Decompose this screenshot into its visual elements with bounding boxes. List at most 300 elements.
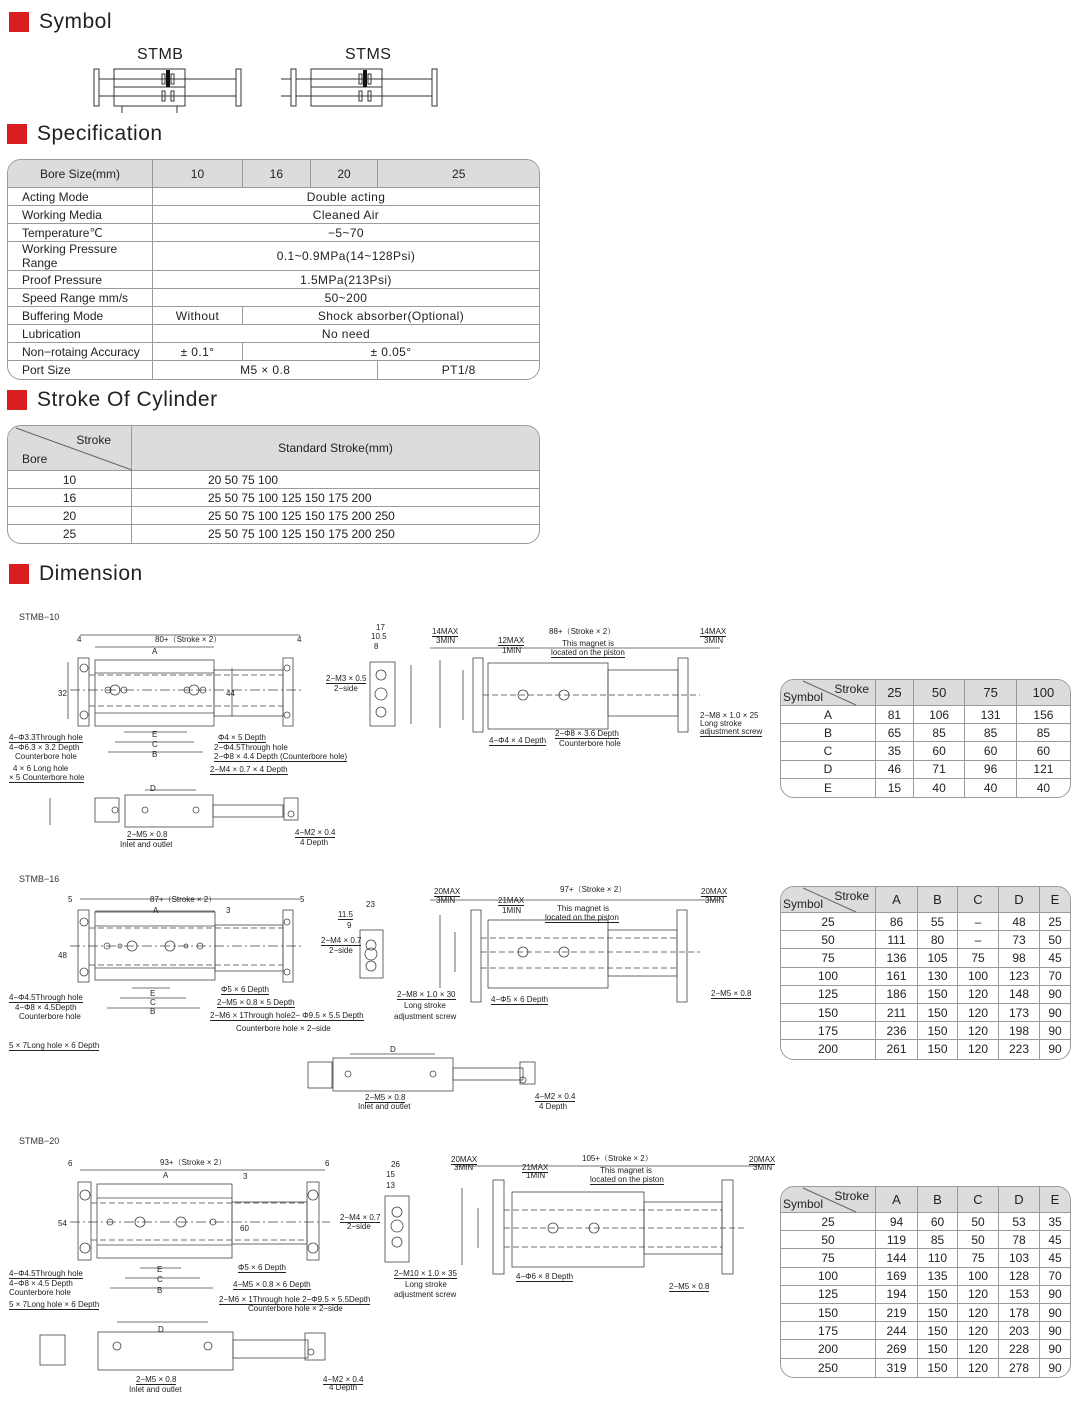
- dim-label: D: [390, 1045, 396, 1054]
- symbol-label-stmb: STMB: [137, 46, 184, 63]
- value-cell: 60: [1017, 742, 1070, 760]
- spec-header-cell: 25: [378, 160, 539, 188]
- row-header-cell: 75: [781, 949, 876, 967]
- dim-label: 13: [386, 1181, 395, 1190]
- value-cell: 194: [876, 1286, 918, 1304]
- callout-label: 4 Depth: [329, 1383, 358, 1392]
- dim-header-cell: 25: [876, 680, 914, 706]
- stroke-table: [7, 425, 540, 544]
- dim-header-cell: E: [1040, 1187, 1070, 1213]
- dim-table-body: [781, 1213, 1070, 1377]
- row-label: Proof Pressure: [8, 271, 153, 289]
- row-value: Shock absorber(Optional): [243, 307, 539, 325]
- dim-label: 4: [77, 635, 82, 644]
- value-cell: 45: [1040, 949, 1070, 967]
- row-header-cell: A: [781, 706, 876, 724]
- value-cell: 150: [918, 986, 958, 1004]
- value-cell: 46: [876, 761, 914, 779]
- overall-length-label: 87+（Stroke × 2）: [150, 895, 217, 904]
- stroke-corner-cell: [8, 426, 132, 471]
- callout-label: 4−M2 × 0.4: [295, 828, 336, 837]
- value-cell: 136: [876, 949, 918, 967]
- value-cell: 90: [1040, 986, 1070, 1004]
- table-row: [8, 525, 539, 543]
- callout-label: 2−M10 × 1.0 × 35: [394, 1269, 457, 1278]
- value-cell: 120: [958, 1304, 999, 1322]
- table-row: [781, 1231, 1070, 1249]
- table-row: [781, 706, 1070, 724]
- value-cell: 100: [958, 1268, 999, 1286]
- model-label: STMB−16: [19, 874, 60, 884]
- value-cell: 90: [1040, 1322, 1070, 1340]
- dim-label: 5: [68, 895, 73, 904]
- callout-label: 1MIN: [502, 906, 522, 915]
- callout-label: 4−Φ6 × 8 Depth: [516, 1272, 574, 1281]
- value-cell: 90: [1040, 1304, 1070, 1322]
- callout-label: 2−M6 × 1Through hole2− Φ9.5 × 5.5 Depth: [210, 1011, 364, 1020]
- callout-label: 20MAX: [451, 1155, 478, 1164]
- dim-label: 11.5: [338, 910, 353, 919]
- dim-header-cell: C: [958, 1187, 999, 1213]
- section-marker-icon: [9, 12, 29, 32]
- dim-header-row: [781, 887, 1070, 913]
- callout-label: 4−Φ5 × 6 Depth: [491, 995, 549, 1004]
- dim-corner-cell: [781, 1187, 876, 1213]
- callout-label: Counterbore hole × 2−side: [248, 1304, 343, 1313]
- value-cell: 90: [1040, 1340, 1070, 1358]
- model-label: STMB−20: [19, 1136, 60, 1146]
- value-cell: 223: [999, 1040, 1040, 1058]
- row-header-cell: D: [781, 761, 876, 779]
- dim-label: C: [152, 740, 158, 749]
- dim-corner-cell: [781, 887, 876, 913]
- callout-label: 2−M5 × 0.8: [127, 830, 168, 839]
- row-value: No need: [153, 325, 539, 343]
- dim-table-body: [781, 913, 1070, 1059]
- value-cell: 90: [1040, 1004, 1070, 1022]
- dim-header-cell: 75: [965, 680, 1016, 706]
- table-row: [8, 188, 539, 206]
- bore-cell: 25: [8, 525, 132, 543]
- table-row: [781, 968, 1070, 986]
- table-row: [781, 742, 1070, 760]
- row-value: Without: [153, 307, 243, 325]
- value-cell: 153: [999, 1286, 1040, 1304]
- value-cell: 86: [876, 913, 918, 931]
- spec-header-row: [8, 160, 539, 188]
- dim-header-cell: D: [999, 887, 1040, 913]
- dim-label: A: [153, 906, 159, 915]
- table-row: [781, 913, 1070, 931]
- value-cell: 278: [999, 1359, 1040, 1377]
- corner-label-stroke: Stroke: [76, 433, 111, 447]
- callout-label: located on the piston: [545, 913, 619, 922]
- row-header-cell: 125: [781, 986, 876, 1004]
- value-cell: 60: [965, 742, 1016, 760]
- callout-label: 4−M5 × 0.8 × 6 Depth: [233, 1280, 311, 1289]
- overall-length-label: 105+（Stroke × 2）: [582, 1154, 653, 1163]
- value-cell: 150: [918, 1340, 958, 1358]
- table-row: [781, 1040, 1070, 1058]
- callout-label: 2−M6 × 1Through hole 2−Φ9.5 × 5.5Depth: [219, 1295, 371, 1304]
- dim-header-cell: 50: [914, 680, 965, 706]
- section-dimension: [9, 562, 143, 586]
- callout-label: 2−side: [334, 684, 358, 693]
- dim-label: 23: [366, 900, 375, 909]
- callout-label: 2−M4 × 0.7: [321, 936, 362, 945]
- value-cell: 236: [876, 1022, 918, 1040]
- callout-label: 4−Φ3.3Through hole: [9, 733, 83, 742]
- value-cell: 60: [914, 742, 965, 760]
- table-row: [8, 307, 539, 325]
- table-row: [8, 206, 539, 224]
- value-cell: 45: [1040, 1231, 1070, 1249]
- callout-label: 1MIN: [502, 646, 522, 655]
- corner-label-symbol: Symbol: [783, 897, 824, 911]
- corner-label-bore: Bore: [22, 452, 48, 466]
- dim-label: E: [157, 1265, 163, 1274]
- value-cell: 50: [958, 1213, 999, 1231]
- dim-header-cell: B: [918, 887, 958, 913]
- dim-label: 17: [376, 623, 385, 632]
- callout-label: 20MAX: [749, 1155, 776, 1164]
- callout-label: 2−M5 × 0.8: [365, 1093, 406, 1102]
- table-row: [781, 949, 1070, 967]
- callout-label: This magnet is: [557, 904, 610, 913]
- callout-label: 4−M2 × 0.4: [535, 1092, 576, 1101]
- dim-label: B: [157, 1286, 163, 1295]
- corner-label-stroke: Stroke: [834, 682, 869, 696]
- value-cell: 121: [1017, 761, 1070, 779]
- callout-label: 2−M8 × 1.0 × 25: [700, 711, 759, 720]
- value-cell: 50: [1040, 931, 1070, 949]
- callout-label: Φ5 × 6 Depth: [221, 985, 269, 994]
- value-cell: 85: [918, 1231, 958, 1249]
- callout-label: Φ4 × 5 Depth: [218, 733, 266, 742]
- stroke-header-row: [8, 426, 539, 471]
- callout-label: adjustment screw: [700, 727, 763, 736]
- technical-drawing-stmb10: [0, 620, 780, 860]
- dim-header-cell: E: [1040, 887, 1070, 913]
- value-cell: 35: [876, 742, 914, 760]
- callout-label: located on the piston: [590, 1175, 664, 1184]
- dim-label: 15: [386, 1170, 395, 1179]
- table-row: [781, 1268, 1070, 1286]
- dim-label: 26: [391, 1160, 400, 1169]
- value-cell: 85: [914, 724, 965, 742]
- table-row: [781, 1213, 1070, 1231]
- callout-label: 4−Φ8 × 4.5Depth: [15, 1003, 77, 1012]
- callout-label: 2−side: [347, 1222, 371, 1231]
- dim-label: 54: [58, 1219, 67, 1228]
- value-cell: 90: [1048, 1042, 1062, 1057]
- value-cell: 40: [965, 779, 1016, 797]
- overall-length-label: 93+（Stroke × 2）: [160, 1158, 227, 1167]
- dimension-table-stmb10: [780, 679, 1071, 798]
- callout-label: 4 Depth: [300, 838, 329, 847]
- value-cell: 150: [918, 1286, 958, 1304]
- table-row: [8, 343, 539, 361]
- value-cell: 119: [876, 1231, 918, 1249]
- dim-label: 4: [297, 635, 302, 644]
- corner-label-symbol: Symbol: [783, 1197, 824, 1211]
- callout-label: 4 × 6 Long hole: [13, 764, 69, 773]
- value-cell: 70: [1040, 968, 1070, 986]
- dim-label: 8: [374, 642, 379, 651]
- value-cell: 150: [918, 1040, 958, 1058]
- value-cell: 106: [914, 706, 965, 724]
- callout-label: 21MAX: [522, 1163, 549, 1172]
- callout-label: Long stroke: [405, 1280, 447, 1289]
- value-cell: 198: [999, 1022, 1040, 1040]
- row-label: Buffering Mode: [8, 307, 153, 325]
- callout-label: Inlet and outlet: [120, 840, 173, 849]
- callout-label: 12MAX: [498, 636, 525, 645]
- dim-label: C: [150, 998, 156, 1007]
- callout-label: adjustment screw: [394, 1012, 457, 1021]
- callout-label: 4−Φ8 × 4.5 Depth: [9, 1279, 73, 1288]
- dim-label: B: [152, 750, 158, 759]
- table-row: [8, 471, 539, 489]
- value-cell: 90: [1048, 1360, 1062, 1375]
- callout-label: Counterbore hole: [9, 1288, 71, 1297]
- value-cell: 85: [965, 724, 1016, 742]
- value-cell: 96: [965, 761, 1016, 779]
- table-row: [781, 1304, 1070, 1322]
- value-cell: 186: [876, 986, 918, 1004]
- symbol-label-stms: STMS: [345, 46, 392, 63]
- dim-label: 32: [58, 689, 67, 698]
- value-cell: 319: [876, 1359, 918, 1377]
- value-cell: 111: [876, 931, 918, 949]
- callout-label: Counterbore hole: [559, 739, 621, 748]
- spec-header-cell: 16: [243, 160, 311, 188]
- dim-header-cell: C: [958, 887, 999, 913]
- callout-label: × 5 Counterbore hole: [9, 773, 85, 782]
- cylinder-symbol-diagram: [90, 66, 470, 116]
- dim-label: D: [150, 784, 156, 793]
- callout-label: Inlet and outlet: [358, 1102, 411, 1111]
- section-title: Specification: [37, 122, 163, 145]
- table-row: [8, 489, 539, 507]
- callout-label: 2−side: [329, 946, 353, 955]
- value-cell: 80: [918, 931, 958, 949]
- value-cell: 40: [914, 779, 965, 797]
- dim-header-cell: A: [876, 1187, 918, 1213]
- row-label: Working Pressure Range: [8, 242, 153, 271]
- row-value: ± 0.1°: [153, 343, 243, 361]
- callout-label: Counterbore hole × 2−side: [236, 1024, 331, 1033]
- table-row: [8, 325, 539, 343]
- dim-label: C: [157, 1275, 163, 1284]
- dimension-table-stmb16: [780, 886, 1071, 1060]
- dim-header-cell: B: [918, 1187, 958, 1213]
- value-cell: 85: [1017, 724, 1070, 742]
- value-cell: –: [958, 931, 999, 949]
- callout-label: Long stroke: [700, 719, 742, 728]
- row-header-cell: 50: [781, 931, 876, 949]
- value-cell: 94: [876, 1213, 918, 1231]
- dim-header-row: [781, 1187, 1070, 1213]
- value-cell: 161: [876, 968, 918, 986]
- row-header-cell: 100: [781, 1268, 876, 1286]
- dim-label: E: [152, 730, 158, 739]
- row-header-cell: 50: [781, 1231, 876, 1249]
- value-cell: 120: [958, 1286, 999, 1304]
- row-value: 50~200: [153, 289, 539, 307]
- dim-label: D: [158, 1325, 164, 1334]
- value-cell: 128: [999, 1268, 1040, 1286]
- dim-label: 9: [347, 921, 352, 930]
- value-cell: 120: [958, 1040, 999, 1058]
- value-cell: 73: [999, 931, 1040, 949]
- value-cell: 15: [876, 779, 914, 797]
- value-cell: 144: [876, 1249, 918, 1267]
- table-row: [8, 224, 539, 242]
- value-cell: 98: [999, 949, 1040, 967]
- table-row: [8, 271, 539, 289]
- overall-length-label: 88+（Stroke × 2）: [549, 627, 616, 636]
- callout-label: 3MIN: [436, 636, 456, 645]
- callout-label: 2−Φ8 × 4.4 Depth (Counterbore hole): [214, 752, 348, 761]
- value-cell: 55: [918, 913, 958, 931]
- spec-header-cell: Bore Size(mm): [8, 160, 153, 188]
- value-cell: 150: [918, 1022, 958, 1040]
- bore-cell: 16: [8, 489, 132, 507]
- callout-label: 3MIN: [705, 896, 725, 905]
- dim-label: A: [163, 1171, 169, 1180]
- table-row: [8, 289, 539, 307]
- value-cell: 100: [958, 968, 999, 986]
- callout-label: 2−M5 × 0.8: [711, 989, 752, 998]
- callout-label: 1MIN: [526, 1171, 546, 1180]
- callout-label: 2−M8 × 1.0 × 30: [397, 990, 456, 999]
- table-row: [781, 1340, 1070, 1358]
- table-row: [8, 507, 539, 525]
- dim-label: 10.5: [371, 632, 387, 641]
- row-value: ± 0.05°: [243, 343, 539, 361]
- strokes-cell: 20 50 75 100: [132, 471, 539, 489]
- callout-label: 3MIN: [753, 1163, 773, 1172]
- dim-label: B: [150, 1007, 156, 1016]
- callout-label: 2−M3 × 0.5: [326, 674, 367, 683]
- row-header-cell: 150: [781, 1304, 876, 1322]
- dim-table-body: [781, 706, 1070, 797]
- corner-label-symbol: Symbol: [783, 690, 824, 704]
- value-cell: 53: [999, 1213, 1040, 1231]
- value-cell: 120: [958, 1322, 999, 1340]
- callout-label: 2−M5 × 0.8: [136, 1375, 177, 1384]
- section-title: Dimension: [39, 562, 143, 585]
- value-cell: 81: [876, 706, 914, 724]
- value-cell: 90: [1040, 1022, 1070, 1040]
- bore-cell: 10: [8, 471, 132, 489]
- callout-label: 4−Φ6.3 × 3.2 Depth: [9, 743, 80, 752]
- value-cell: 131: [965, 706, 1016, 724]
- row-header-cell: 125: [781, 1286, 876, 1304]
- table-row: [781, 1004, 1070, 1022]
- callout-label: 5 × 7Long hole × 6 Depth: [9, 1300, 100, 1309]
- value-cell: 40: [1036, 780, 1051, 795]
- value-cell: 156: [1017, 706, 1070, 724]
- row-header-cell: 175: [781, 1322, 876, 1340]
- value-cell: 60: [918, 1213, 958, 1231]
- dim-label: E: [150, 989, 156, 998]
- value-cell: 150: [918, 1004, 958, 1022]
- section-marker-icon: [7, 124, 27, 144]
- value-cell: 211: [876, 1004, 918, 1022]
- value-cell: 173: [999, 1004, 1040, 1022]
- section-specification: [7, 122, 163, 146]
- value-cell: 244: [876, 1322, 918, 1340]
- row-header-cell: 175: [781, 1022, 876, 1040]
- row-header-cell: E: [781, 779, 876, 797]
- value-cell: 120: [958, 1359, 999, 1377]
- callout-label: 5 × 7Long hole × 6 Depth: [9, 1041, 100, 1050]
- callout-label: 3MIN: [704, 636, 724, 645]
- callout-label: adjustment screw: [394, 1290, 457, 1299]
- value-cell: 70: [1040, 1268, 1070, 1286]
- row-label: Acting Mode: [8, 188, 153, 206]
- spec-header-cell: 10: [153, 160, 243, 188]
- strokes-cell: 25 50 75 100 125 150 175 200 250: [132, 507, 539, 525]
- value-cell: 45: [1040, 1249, 1070, 1267]
- callout-label: 21MAX: [498, 896, 525, 905]
- callout-label: 20MAX: [701, 887, 728, 896]
- table-row: [8, 242, 539, 271]
- row-value: M5 × 0.8: [153, 361, 378, 379]
- row-header-cell: C: [781, 742, 876, 760]
- bore-cell: 20: [8, 507, 132, 525]
- value-cell: 71: [914, 761, 965, 779]
- callout-label: Long stroke: [404, 1001, 446, 1010]
- table-row: [781, 1286, 1070, 1304]
- value-cell: 25: [1040, 913, 1070, 931]
- callout-label: 3MIN: [454, 1163, 474, 1172]
- value-cell: 105: [918, 949, 958, 967]
- value-cell: 103: [999, 1249, 1040, 1267]
- row-label: Non−rotaing Accuracy: [8, 343, 153, 361]
- model-label: STMB−10: [19, 612, 60, 622]
- value-cell: 135: [918, 1268, 958, 1286]
- value-cell: 269: [876, 1340, 918, 1358]
- section-symbol: [9, 10, 112, 34]
- callout-label: Inlet and outlet: [129, 1385, 182, 1394]
- value-cell: 150: [918, 1304, 958, 1322]
- row-header-cell: 25: [781, 1213, 876, 1231]
- callout-label: 20MAX: [434, 887, 461, 896]
- table-row: [781, 724, 1070, 742]
- dim-corner-cell: [781, 680, 876, 706]
- strokes-cell: 25 50 75 100 125 150 175 200 250: [208, 527, 395, 541]
- callout-label: Counterbore hole: [19, 1012, 81, 1021]
- callout-label: 4 Depth: [539, 1102, 568, 1111]
- value-cell: 120: [958, 1004, 999, 1022]
- dim-label: 5: [300, 895, 305, 904]
- row-value: 1.5MPa(213Psi): [153, 271, 539, 289]
- corner-label-stroke: Stroke: [834, 1189, 869, 1203]
- callout-label: 4−Φ4.5Through hole: [9, 1269, 83, 1278]
- value-cell: 120: [958, 1340, 999, 1358]
- row-value: PT1/8: [441, 363, 476, 377]
- section-marker-icon: [7, 390, 27, 410]
- row-header-cell: 200: [781, 1040, 876, 1058]
- table-row: [781, 986, 1070, 1004]
- section-title: Symbol: [39, 10, 113, 33]
- table-row: [781, 779, 1070, 797]
- value-cell: 130: [918, 968, 958, 986]
- dim-label: 48: [58, 951, 67, 960]
